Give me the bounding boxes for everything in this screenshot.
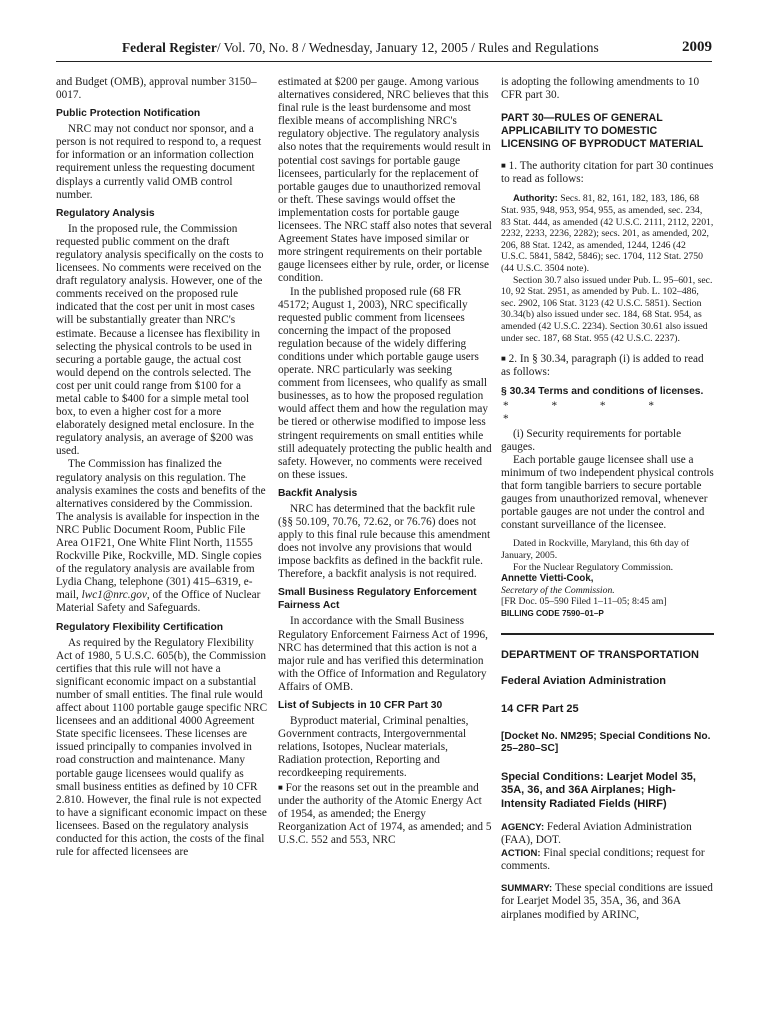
paragraph: NRC may not conduct nor sponsor, and a person is not required to respond to, a request for information or an information collection requirement unless the requesting document displays a currently valid OMB control number. bbox=[56, 123, 262, 201]
column-1 bbox=[56, 76, 268, 859]
paragraph bbox=[278, 781, 492, 847]
fr-doc-line: [FR Doc. 05–590 Filed 1–11–05; 8:45 am] bbox=[501, 596, 667, 608]
page-number: 2009 bbox=[682, 39, 712, 55]
section-divider bbox=[501, 633, 714, 635]
department-name: DEPARTMENT OF TRANSPORTATION bbox=[501, 649, 699, 662]
bullet-square-icon: ■ bbox=[278, 782, 283, 792]
heading-public-protection: Public Protection Notification bbox=[56, 108, 201, 120]
page-header bbox=[56, 40, 712, 62]
paragraph: In the proposed rule, the Commission requested public comment on the draft regulatory analysis specifically on the costs to licensees. No comments were received on the draft regulatory analysis. However, one of the comments received on the proposed rule indicated that the cost per unit in most cases will be substantially greater than NRC's estimate. Because a licensee has flexibility in selecting the physical controls to be used in securing a portable gauge, the actual cost would depend on the controls selected. The cost per unit could range from $100 for a metal cable to $400 for a simple metal tool box, to even a higher cost for a more elaborately designed metal enclosure. In the regulatory analysis, an average of $200 was used. bbox=[56, 222, 264, 458]
signer-name: Annette Vietti-Cook, bbox=[501, 573, 594, 585]
cfr-reference: 14 CFR Part 25 bbox=[501, 702, 579, 715]
signer-title: Secretary of the Commission. bbox=[501, 584, 615, 596]
agency-name: Federal Aviation Administration bbox=[501, 674, 667, 687]
heading-regulatory-flexibility: Regulatory Flexibility Certification bbox=[56, 621, 224, 633]
section-heading: § 30.34 Terms and conditions of licenses. bbox=[501, 386, 704, 398]
document-title: Special Conditions: Learjet Model 35, 35A, 36, and 36A Airplanes; High-Intensity Radiated Fields (HIRF) bbox=[501, 770, 696, 810]
text: The Commission has finalized the regulatory analysis on this regulation. The analysis examines the costs and benefits of the alternatives considered by the Commission. The analysis is available for inspection in the NRC Public Document Room, Public File Area O1F21, One White Flint North, 11555 Rockville Pike, Rockville, MD. Single copies of the regulatory analysis are available from Lydia Chang, telephone (301) 415–6319, e-mail, bbox=[56, 458, 266, 602]
docket-number: [Docket No. NM295; Special Conditions No. 25–280–SC] bbox=[501, 730, 711, 755]
for-nrc-line: For the Nuclear Regulatory Commission. bbox=[513, 561, 674, 573]
text: 2. In § 30.34, paragraph (i) is added to read as follows: bbox=[501, 353, 704, 379]
authority-paragraph-2: Section 30.7 also issued under Pub. L. 95–601, sec. 10, 92 Stat. 2951, as amended by Pub. L. 102–486, sec. 2902, 106 Stat. 3123 (42 U.S.C. 5851). Section 30.34(b) also issued under sec. 184, 68 Stat. 954, as amended (42 U.S.C. 2234). Section 30.61 also issued under sec. 187, 68 Stat. 955 (42 U.S.C. 2237). bbox=[501, 274, 713, 344]
text: 1. The authority citation for part 30 continues to read as follows: bbox=[501, 160, 714, 186]
text: For the reasons set out in the preamble and under the authority of the Atomic Energy Act of 1954, as amended; the Energy Reorganization Act of 1974, as amended; and 5 U.S.C. 552 and 553, NRC bbox=[278, 781, 492, 846]
paragraph: estimated at $200 per gauge. Among various alternatives considered, NRC believes that this final rule is the least burdensome and most flexible means of accomplishing NRC's regulatory objective. The regulatory analysis also notes that the requirements would result in potential cost savings for portable gauge licensees, particularly for the replacement of portable gauges due to unauthorized removal or theft. These savings would offset the implementation costs for portable gauge licensees. The NRC staff also notes that several Agreement States have imposed similar or more stringent requirements on their portable gauge licensees either by rule, order, or license condition. bbox=[278, 76, 492, 285]
paragraph: and Budget (OMB), approval number 3150–0017. bbox=[56, 76, 257, 102]
amendment-2 bbox=[501, 352, 714, 379]
paragraph: (i) Security requirements for portable gauges. bbox=[501, 427, 682, 453]
authority-label: Authority: bbox=[513, 192, 558, 204]
email-link[interactable]: lwc1@nrc.gov bbox=[81, 589, 147, 602]
text: Final special conditions; request for comments. bbox=[501, 847, 705, 873]
summary-line bbox=[501, 882, 714, 921]
agency-line bbox=[501, 821, 714, 847]
paragraph: In accordance with the Small Business Regulatory Enforcement Fairness Act of 1996, NRC has determined that this action is not a major rule and has verified this determination with the Office of Information and Regulatory Affairs of OMB. bbox=[278, 615, 488, 693]
authority-block bbox=[501, 192, 714, 344]
paragraph: NRC has determined that the backfit rule (§§ 50.109, 70.76, 72.62, or 76.76) does not apply to this final rule because this amendment does not involve any provisions that would impose backfits as defined in the backfit rule. Therefore, a backfit analysis is not required. bbox=[278, 502, 491, 581]
action-label: ACTION: bbox=[501, 848, 541, 860]
heading-backfit-analysis: Backfit Analysis bbox=[278, 487, 358, 499]
authority-paragraph bbox=[501, 192, 714, 274]
action-line bbox=[501, 847, 714, 873]
text: Secs. 81, 82, 161, 182, 183, 186, 68 Stat. 935, 948, 953, 954, 955, as amended, sec. 234, 83 Stat. 444, as amended (42 U.S.C. 2111, 2112, 2201, 2232, 2233, 2236, 2282); secs. 201, as amended, 202, 206, 88 Stat. 1242, as amended, 1244, 1246 (42 U.S.C. 5841, 5842, 5846); sec. 1704, 112 Stat. 2750 (44 U.S.C. 3504 note). bbox=[501, 193, 714, 274]
header-citation bbox=[122, 40, 599, 56]
text: , of the Office of Nuclear Material Safety and Safeguards. bbox=[56, 589, 261, 615]
journal-name: Federal Register bbox=[122, 40, 217, 55]
amendment-1 bbox=[501, 159, 714, 186]
text: These special conditions are issued for Learjet Model 35, 35A, 36, and 36A airplanes modified by ARINC, bbox=[501, 882, 713, 921]
bullet-square-icon: ■ bbox=[501, 354, 506, 364]
paragraph: Each portable gauge licensee shall use a minimum of two independent physical controls that form tangible barriers to secure portable gauges from unauthorized removal, whenever portable gauges are not under the control and constant surveillance of the licensee. bbox=[501, 453, 714, 532]
header-info: / Vol. 70, No. 8 / Wednesday, January 12, 2005 / Rules and Regulations bbox=[216, 40, 599, 55]
heading-small-business: Small Business Regulatory Enforcement Fairness Act bbox=[278, 587, 477, 612]
paragraph bbox=[56, 458, 268, 615]
heading-list-of-subjects: List of Subjects in 10 CFR Part 30 bbox=[278, 700, 443, 712]
column-2 bbox=[278, 76, 492, 847]
agency-label: AGENCY: bbox=[501, 821, 545, 833]
paragraph: As required by the Regulatory Flexibility Act of 1980, 5 U.S.C. 605(b), the Commission certifies that this rule will not have a significant economic impact on a substantial number of small entities. The final rule would affect about 1100 portable gauge specific NRC licensees and an additional 4000 Agreement State specific licensees. These licenses are issued principally to companies involved in road construction and maintenance. Many portable gauge licensees would qualify as small business entities as defined by 10 CFR 2.810. However, the final rule is not expected to have a significant economic impact on these licensees. Based on the regulatory analysis conducted for this action, the costs of the final rule for affected licensees are bbox=[56, 636, 268, 859]
text: Federal Aviation Administration (FAA), DOT. bbox=[501, 820, 692, 847]
column-3 bbox=[501, 76, 714, 922]
ellipsis-stars: * * * * * bbox=[503, 400, 674, 426]
paragraph: Byproduct material, Criminal penalties, Government contracts, Intergovernmental relations, Isotopes, Nuclear materials, Radiation protection, Reporting and recordkeeping requirements. bbox=[278, 715, 469, 780]
summary-label: SUMMARY: bbox=[501, 883, 553, 895]
billing-code: BILLING CODE 7590–01–P bbox=[501, 608, 604, 618]
paragraph: is adopting the following amendments to 10 CFR part 30. bbox=[501, 76, 700, 102]
dated-line: Dated in Rockville, Maryland, this 6th day of January, 2005. bbox=[501, 538, 690, 561]
paragraph: In the published proposed rule (68 FR 45172; August 1, 2003), NRC specifically requested public comment from licensees concerning the impact of the proposed regulation because of the widely differing conditions under which portable gauge users operate. NRC particularly was seeking comment from licensees, who qualify as small businesses, as to how the proposed regulation would affect them and how the regulation may be tiered or otherwise modified to impose less stringent requirements on small entities while still adequately protecting the public health and safety. However, no comments were received on these issues. bbox=[278, 285, 492, 481]
part-title: PART 30—RULES OF GENERAL APPLICABILITY TO DOMESTIC LICENSING OF BYPRODUCT MATERIAL bbox=[501, 112, 704, 151]
bullet-square-icon: ■ bbox=[501, 161, 506, 171]
heading-regulatory-analysis: Regulatory Analysis bbox=[56, 207, 155, 219]
signature-block bbox=[501, 538, 714, 619]
